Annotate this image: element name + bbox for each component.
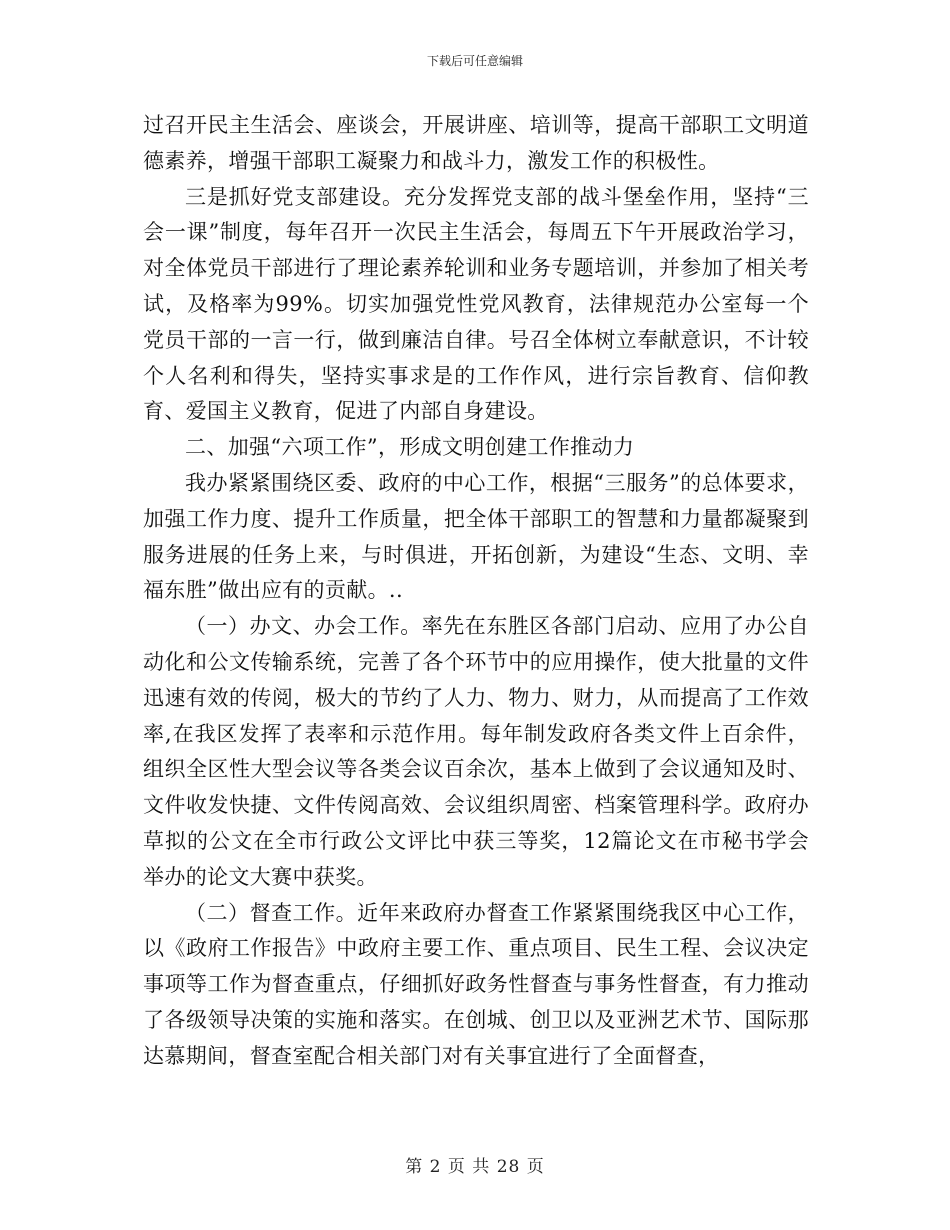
paragraph-4: （一）办文、办会工作。率先在东胜区各部门启动、应用了办公自动化和公文传输系统，完善了各个环节中的应用操作，使大批量的文件迅速有效的传阅，极大的节约了人力、物力、财力，从而提高了工作效率,在我区发挥了表率和示范作用。每年制发政府各类文件上百余件，组织全区性大型会议等各类会议百余次，基本上做到了会议通知及时、文件收发快捷、文件传阅高效、会议组织周密、档案管理科学。政府办草拟的公文在全市行政公文评比中获三等奖，12篇论文在市秘书学会举办的论文大赛中获奖。 (143, 614, 809, 889)
paragraph-2: 三是抓好党支部建设。充分发挥党支部的战斗堡垒作用，坚持“三会一课”制度，每年召开一次民主生活会，每周五下午开展政治学习，对全体党员干部进行了理论素养轮训和业务专题培训，并参加了相关考试，及格率为99%。切实加强党性党风教育，法律规范办公室每一个党员干部的一言一行，做到廉洁自律。号召全体树立奉献意识，不计较个人名利和得失，坚持实事求是的工作作风，进行宗旨教育、信仰教育、爱国主义教育，促进了内部自身建设。 (143, 184, 809, 424)
page-header: 下载后可任意编辑 (426, 54, 523, 68)
page-number-footer: 第 2 页 共 28 页 (405, 1157, 545, 1177)
document-body (143, 108, 809, 1075)
paragraph-3: 我办紧紧围绕区委、政府的中心工作，根据“三服务”的总体要求，加强工作力度、提升工作质量，把全体干部职工的智慧和力量都凝聚到服务进展的任务上来，与时俱进，开拓创新，为建设“生态、文明、幸福东胜”做出应有的贡献。.. (143, 470, 810, 603)
section-heading: 二、加强“六项工作”，形成文明创建工作推动力 (185, 435, 635, 460)
paragraph-5: （二）督查工作。近年来政府办督查工作紧紧围绕我区中心工作，以《政府工作报告》中政府主要工作、重点项目、民生工程、会议决定事项等工作为督查重点，仔细抓好政务性督查与事务性督查，有力推动了各级领导决策的实施和落实。在创城、创卫以及亚洲艺术节、国际那达慕期间，督查室配合相关部门对有关事宜进行了全面督查， (143, 900, 809, 1068)
paragraph-1: 过召开民主生活会、座谈会，开展讲座、培训等，提高干部职工文明道德素养，增强干部职工凝聚力和战斗力，激发工作的积极性。 (143, 113, 809, 173)
